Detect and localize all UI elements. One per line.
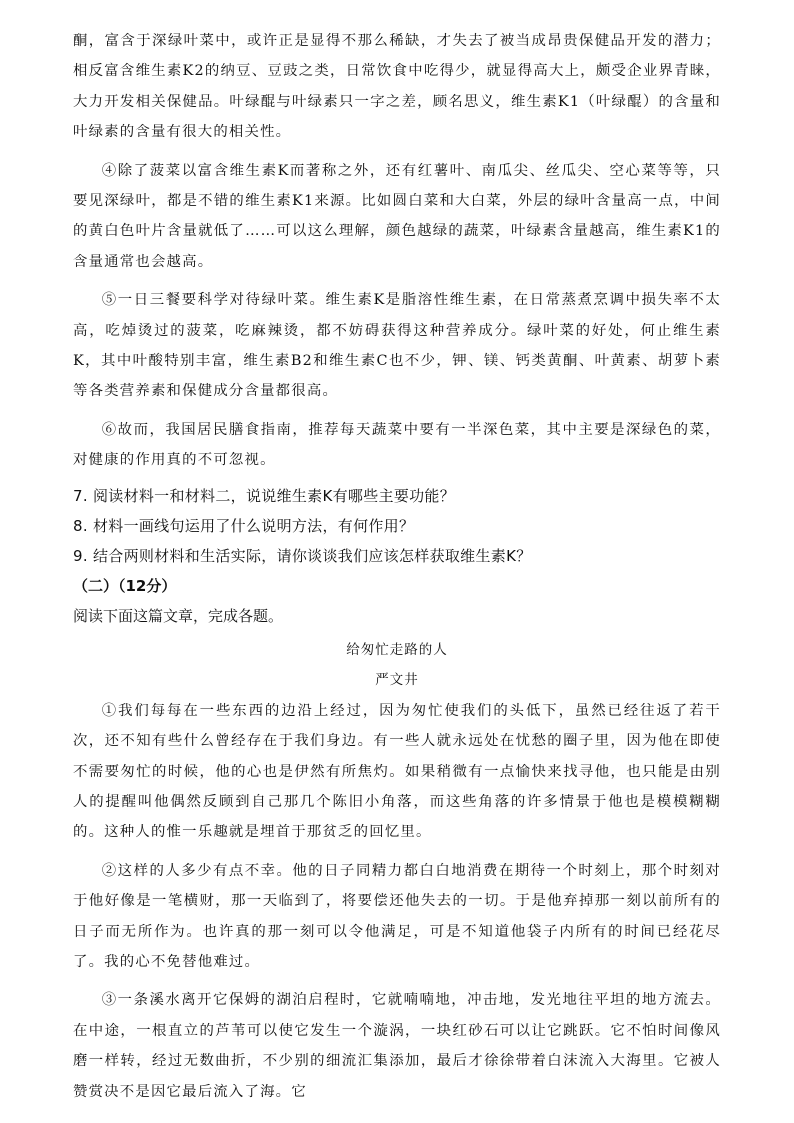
question-8: 8. 材料一画线句运用了什么说明方法，有何作用？ [73,516,415,535]
material-two-paragraph-4: ④除了菠菜以富含维生素K而著称之外，还有红薯叶、南瓜尖、丝瓜尖、空心菜等等，只要见深绿叶，都是不错的维生素K1来源。比如圆白菜和大白菜，外层的绿叶含量高一点，中间的黄白色叶片含量就低了……可以这么理解，颜色越绿的蔬菜，叶绿素含量越高，维生素K1的含量通常也会越高。 [73,162,721,270]
section-heading: （二）（12分） [73,576,177,595]
article-paragraph-2: ②这样的人多少有点不幸。他的日子同精力都白白地消费在期待一个时刻上，那个时刻对于他好像是一笔横财，那一天临到了，将要偿还他失去的一切。于是他弃掉那一刻以前所有的日子而无所作为。也许真的那一刻可以令他满足，可是不知道他袋子内所有的时间已经花尽了。我的心不免替他难过。 [73,862,721,970]
material-two-paragraph-5: ⑤一日三餐要科学对待绿叶菜。维生素K是脂溶性维生素，在日常蒸煮烹调中损失率不太高，吃焯烫过的菠菜，吃麻辣烫，都不妨碍获得这种营养成分。绿叶菜的好处，何止维生素K，其中叶酸特别丰富，维生素B2和维生素C也不少，钾、镁、钙类黄酮、叶黄素、胡萝卜素等各类营养素和保健成分含量都很高。 [73,292,721,400]
document-page [73,26,721,1115]
article-author: 严文井 [375,671,419,688]
article-paragraph-3: ③一条溪水离开它保姆的湖泊启程时，它就喃喃地，冲击地，发光地往平坦的地方流去。在中途，一根直立的芦苇可以使它发生一个漩涡，一块红砂石可以让它跳跃。它不怕时间像风磨一样转，经过无数曲折，不少别的细流汇集添加，最后才徐徐带着白沫流入大海里。它被人赞赏决不是因它最后流入了海。它 [73,992,721,1100]
material-two-paragraph-continued: 酮，富含于深绿叶菜中，或许正是显得不那么稀缺，才失去了被当成昂贵保健品开发的潜力；相反富含维生素K2的纳豆、豆豉之类，日常饮食中吃得少，就显得高大上，颇受企业界青睐，大力开发相关保健品。叶绿醌与叶绿素只一字之差，顾名思义，维生素K1（叶绿醌）的含量和叶绿素的含量有很大的相关性。 [73,33,721,141]
material-two-paragraph-6: ⑥故而，我国居民膳食指南，推荐每天蔬菜中要有一半深色菜，其中主要是深绿色的菜，对健康的作用真的不可忽视。 [73,421,721,469]
section-instruction: 阅读下面这篇文章，完成各题。 [73,606,284,625]
article-title: 给匆忙走路的人 [346,641,448,658]
question-9: 9. 结合两则材料和生活实际，请你谈谈我们应该怎样获取维生素K？ [73,546,532,565]
question-7: 7. 阅读材料一和材料二，说说维生素K有哪些主要功能？ [73,486,456,505]
article-paragraph-1: ①我们每每在一些东西的边沿上经过，因为匆忙使我们的头低下，虽然已经往返了若干次，还不知有些什么曾经存在于我们身边。有一些人就永远处在忧愁的圈子里，因为他在即使不需要匆忙的时候，他的心也是伊然有所焦灼。如果稍微有一点愉快来找寻他，也只能是由别人的提醒叫他偶然反顾到自己那几个陈旧小角落，而这些角落的许多情景于他也是模模糊糊的。这种人的惟一乐趣就是埋首于那贫乏的回忆里。 [73,702,721,841]
